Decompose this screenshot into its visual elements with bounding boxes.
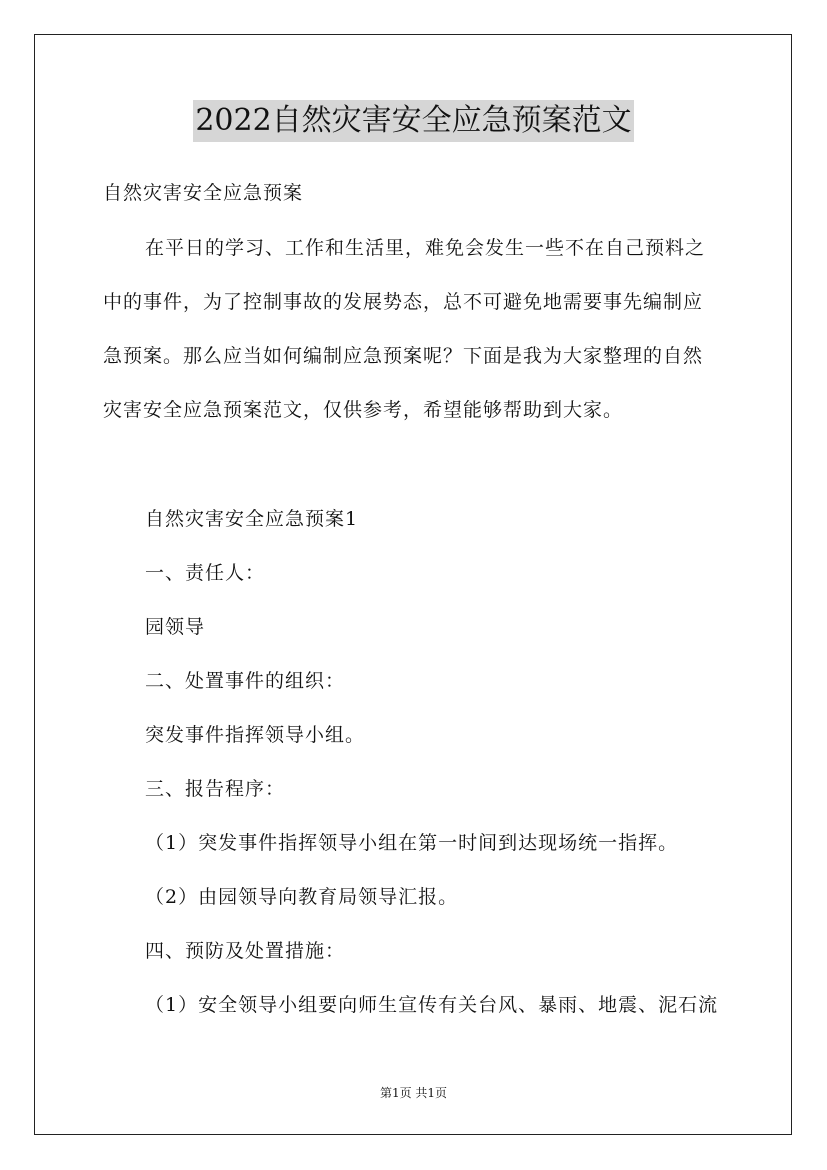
body-line: （1）安全领导小组要向师生宣传有关台风、暴雨、地震、泥石流 xyxy=(145,994,719,1016)
intro-line: 中的事件，为了控制事故的发展势态，总不可避免地需要事先编制应 xyxy=(103,291,704,313)
body-line: （2）由园领导向教育局领导汇报。 xyxy=(145,886,459,908)
body-line: 一、责任人： xyxy=(145,562,266,584)
body-line: 园领导 xyxy=(145,616,206,638)
page-number-footer: 第1页 共1页 xyxy=(379,1086,448,1100)
body-line: 三、报告程序： xyxy=(145,778,286,800)
intro-line: 灾害安全应急预案范文，仅供参考，希望能够帮助到大家。 xyxy=(103,399,624,421)
body-line: 二、处置事件的组织： xyxy=(145,670,346,692)
intro-line: 在平日的学习、工作和生活里，难免会发生一些不在自己预料之 xyxy=(145,237,706,259)
body-line: （1）突发事件指挥领导小组在第一时间到达现场统一指挥。 xyxy=(145,832,679,854)
document-subtitle: 自然灾害安全应急预案 xyxy=(103,182,304,204)
document-title: 2022自然灾害安全应急预案范文 xyxy=(193,100,633,142)
body-line: 四、预防及处置措施： xyxy=(145,940,346,962)
section-heading: 自然灾害安全应急预案1 xyxy=(145,508,359,530)
intro-line: 急预案。那么应当如何编制应急预案呢？下面是我为大家整理的自然 xyxy=(103,345,704,367)
body-line: 突发事件指挥领导小组。 xyxy=(145,724,366,746)
title-container xyxy=(0,100,827,142)
